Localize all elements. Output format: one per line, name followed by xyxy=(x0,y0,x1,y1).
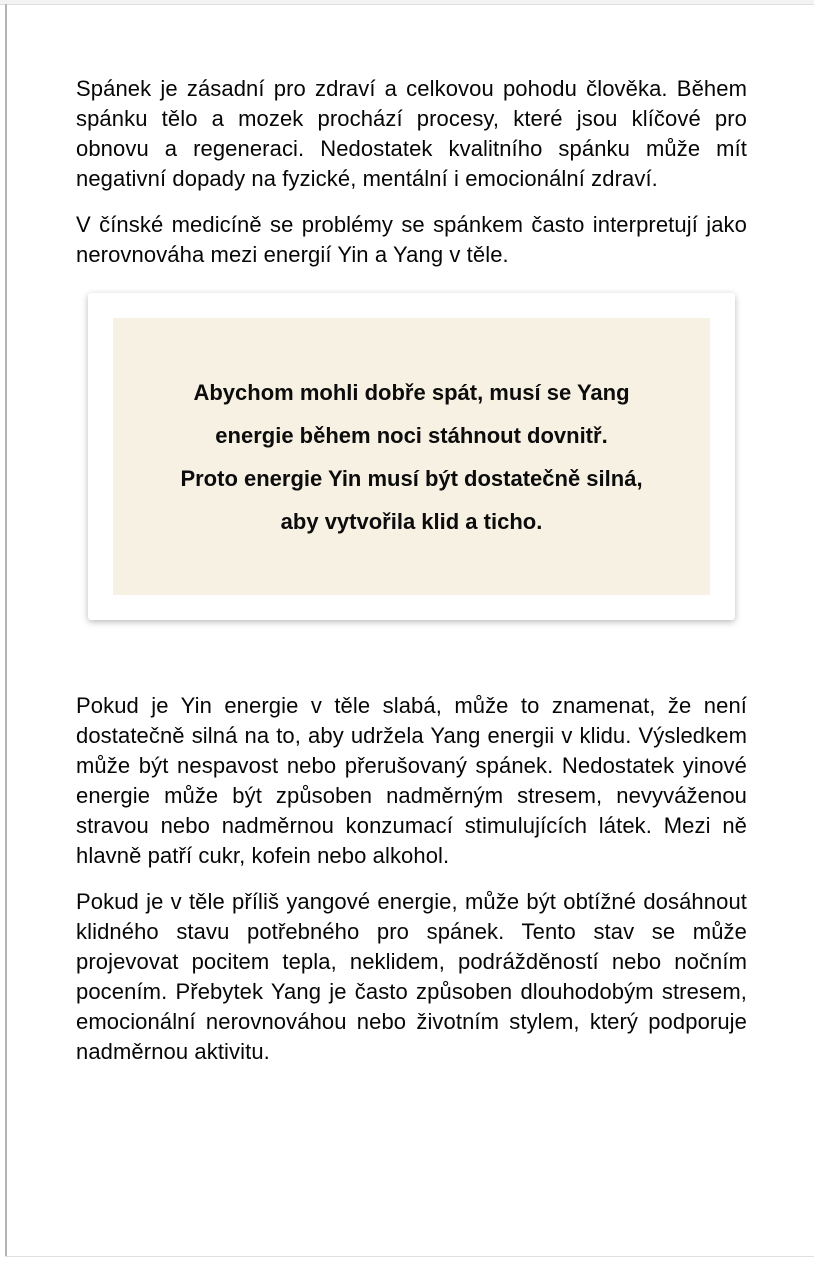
quote-line-1: Abychom mohli dobře spát, musí se Yang xyxy=(193,379,630,405)
quote-line-2: energie během noci stáhnout dovnitř. xyxy=(215,422,608,448)
paragraph-chinese-medicine: V čínské medicíně se problémy se spánkem často interpretují jako nerovnováha mezi energií Yin a Yang v těle. xyxy=(76,212,747,267)
ebook-page-content xyxy=(76,0,747,1083)
quote-panel xyxy=(113,318,710,595)
paragraph-excess-yang: Pokud je v těle příliš yangové energie, může být obtížné dosáhnout klidného stavu potřebného pro spánek. Tento stav se může projevovat pocitem tepla, neklidem, podrážděností nebo nočním pocením. Přebytek Yang je často způsoben dlouhodobým stresem, emocionální nerovnováhou nebo životním stylem, který podporuje nadměrnou aktivitu. xyxy=(76,889,747,1064)
page-left-edge xyxy=(5,4,7,1257)
page-bottom-edge xyxy=(5,1256,814,1257)
paragraph-sleep-importance: Spánek je zásadní pro zdraví a celkovou pohodu člověka. Během spánku tělo a mozek prochází procesy, které jsou klíčové pro obnovu a regeneraci. Nedostatek kvalitního spánku může mít negativní dopady na fyzické, mentální i emocionální zdraví. xyxy=(76,76,747,191)
quote-line-4: aby vytvořila klid a ticho. xyxy=(280,508,543,534)
quote-card xyxy=(88,293,735,620)
quote-line-3: Proto energie Yin musí být dostatečně silná, xyxy=(180,465,643,491)
paragraph-weak-yin: Pokud je Yin energie v těle slabá, může to znamenat, že není dostatečně silná na to, aby udržela Yang energii v klidu. Výsledkem může být nespavost nebo přerušovaný spánek. Nedostatek yinové energie může být způsoben nadměrným stresem, nevyváženou stravou nebo nadměrnou konzumací stimulujících látek. Mezi ně hlavně patří cukr, kofein nebo alkohol. xyxy=(76,693,747,868)
